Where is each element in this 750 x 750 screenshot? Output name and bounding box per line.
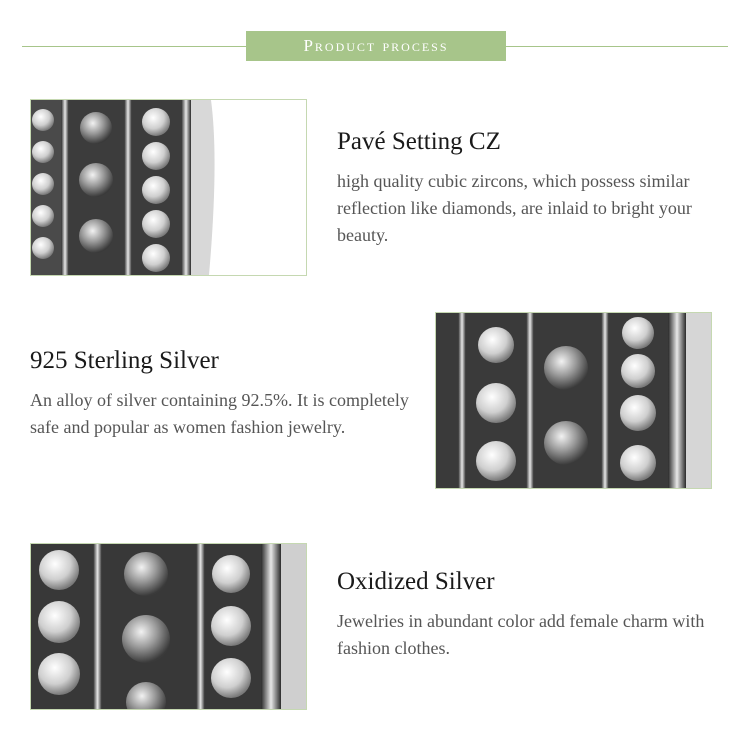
section-banner: Product process (246, 31, 506, 61)
feature-description: high quality cubic zircons, which possess similar reflection like diamonds, are inlaid to bright your beauty. (337, 171, 692, 245)
feature-description: Jewelries in abundant color add female charm with fashion clothes. (337, 611, 705, 658)
feature-photo-pave (30, 99, 307, 276)
feature-title: Pavé Setting CZ (337, 128, 501, 155)
header-divider-left (22, 46, 246, 47)
feature-photo-oxidized (30, 543, 307, 710)
header-divider-right (506, 46, 728, 47)
feature-photo-silver (435, 312, 712, 489)
ring-photo-icon (31, 100, 306, 275)
feature-description: An alloy of silver containing 92.5%. It is completely safe and popular as women fashion jewelry. (30, 390, 409, 437)
feature-title: 925 Sterling Silver (30, 347, 219, 374)
ring-photo-icon (31, 544, 306, 709)
ring-photo-icon (436, 313, 711, 488)
feature-title: Oxidized Silver (337, 568, 495, 595)
